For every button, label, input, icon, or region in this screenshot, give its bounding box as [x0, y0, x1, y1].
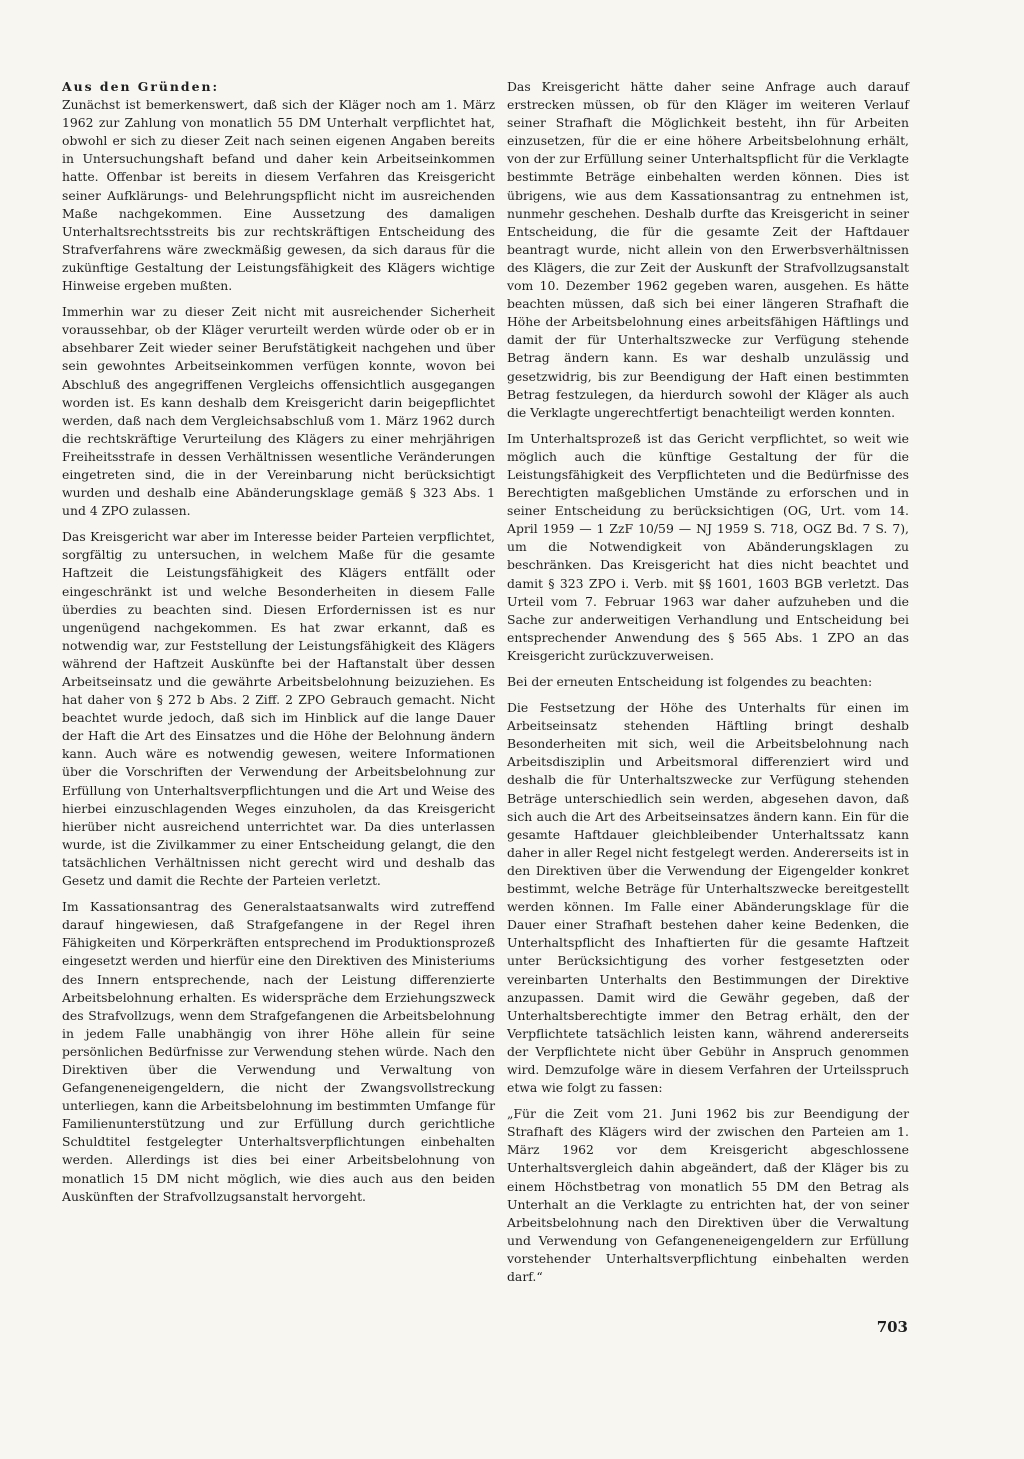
paragraph: Das Kreisgericht war aber im Interesse beider Parteien verpflichtet, sorgfältig zu untersuchen, in welchem Maße für die gesamte Haftzeit die Leistungsfähigkeit des Klägers entfällt oder eingeschränkt ist und welche Besonderheiten in diesem Falle überdies zu beachten sind. Diesen Erfordernissen ist es nur ungenügend nachgekommen. Es hat zwar erkannt, daß es notwendig war, zur Feststellung der Leistungsfähigkeit des Klägers während der Haftzeit Auskünfte bei der Haftanstalt über dessen Arbeitseinsatz und die gewährte Arbeitsbelohnung beizuziehen. Es hat daher von § 272 b Abs. 2 Ziff. 2 ZPO Gebrauch gemacht. Nicht beachtet wurde jedoch, daß sich im Hinblick auf die lange Dauer der Haft die Art des Einsatzes und die Höhe der Belohnung ändern kann. Auch wäre es notwendig gewesen, weitere Informationen über die Vorschriften der Verwendung der Arbeitsbelohnung zur Erfüllung von Unterhaltsverpflichtungen und die Art und Weise des hierbei einzuschlagenden Weges einzuholen, da das Kreisgericht hierüber nicht ausreichend unterrichtet war. Da dies unterlassen wurde, ist die Zivilkammer zu einer Entscheidung gelangt, die den tatsächlichen Verhältnissen nicht gerecht wird und deshalb das Gesetz und damit die Rechte der Parteien verletzt. — [62, 529, 495, 889]
quoted-verdict: „Für die Zeit vom 21. Juni 1962 bis zur Beendigung der Strafhaft des Klägers wird der zwischen den Parteien am 1. März 1962 vor dem Kreisgericht abgeschlossene Unterhaltsvergleich dahin abgeändert, daß der Kläger bis zu einem Höchstbetrag von monatlich 55 DM den Betrag als Unterhalt an die Verklagte zu entrichten hat, der von seiner Arbeitsbelohnung nach den Direktiven über die Verwaltung und Verwendung von Gefangeneneigengeldern zur Erfüllung vorstehender Unterhaltsverpflichtung einbehalten werden darf.“ — [507, 1106, 909, 1284]
paragraph: Die Festsetzung der Höhe des Unterhalts für einen im Arbeitseinsatz stehenden Häftling bringt deshalb Besonderheiten mit sich, weil die Arbeitsbelohnung nach Arbeitsdisziplin und Arbeitsmoral differenziert wird und deshalb die für Unterhaltszwecke zur Verfügung stehenden Beträge unterschiedlich sein werden, abgesehen davon, daß sich auch die Art des Arbeitseinsatzes ändern kann. Ein für die gesamte Haftdauer gleichbleibender Unterhaltssatz kann daher in aller Regel nicht festgelegt werden. Andererseits ist in den Direktiven über die Verwendung der Eigengelder konkret bestimmt, welche Beträge für Unterhaltszwecke bereitgestellt werden können. Im Falle einer Abänderungsklage für die Dauer einer Strafhaft bestehen daher keine Bedenken, die Unterhaltspflicht des Inhaftierten für die gesamte Haftzeit unter Berücksichtigung des vorher festgesetzten oder vereinbarten Unterhalts den Bestimmungen der Direktive anzupassen. Damit wird die Gewähr gegeben, daß der Unterhaltsberechtigte immer den Betrag erhält, den der Verpflichtete tatsächlich leisten kann, während andererseits der Verpflichtete nicht über Gebühr in Anspruch genommen wird. Demzufolge wäre in diesem Verfahren der Urteilsspruch etwa wie folgt zu fassen: — [507, 700, 909, 1096]
paragraph: Das Kreisgericht hätte daher seine Anfrage auch darauf erstrecken müssen, ob für den Kläger im weiteren Verlauf seiner Strafhaft die Möglichkeit besteht, ihn für Arbeiten einzusetzen, für die er eine höhere Arbeitsbelohnung erhält, von der zur Erfüllung seiner Unterhaltspflicht für die Verklagte bestimmte Beträge einbehalten werden können. Dies ist übrigens, wie aus dem Kassationsantrag zu entnehmen ist, nunmehr geschehen. Deshalb durfte das Kreisgericht in seiner Entscheidung, die für die gesamte Zeit der Haftdauer beantragt wurde, nicht allein von den Erwerbsverhältnissen des Klägers, die zur Zeit der Auskunft der Strafvollzugsanstalt vom 10. Dezember 1962 gegeben waren, ausgehen. Es hätte beachten müssen, daß sich bei einer längeren Strafhaft die Höhe der Arbeitsbelohnung eines arbeitsfähigen Häftlings und damit der für Unterhaltszwecke zur Verfügung stehende Betrag ändern kann. Es war deshalb unzulässig und gesetzwidrig, bis zur Beendigung der Haft einen bestimmten Betrag festzulegen, da hierdurch sowohl der Kläger als auch die Verklagte ungerechtfertigt benachteiligt werden konnten. — [507, 79, 909, 420]
paragraph: Immerhin war zu dieser Zeit nicht mit ausreichender Sicherheit voraussehbar, ob der Kläger verurteilt werden würde oder ob er in absehbarer Zeit wieder seiner Berufstätigkeit nachgehen und über sein gewohntes Arbeitseinkommen verfügen konnte, wovon bei Abschluß des angegriffenen Vergleichs offensichtlich ausgegangen worden ist. Es kann deshalb dem Kreisgericht darin beigepflichtet werden, daß nach dem Vergleichsabschluß vom 1. März 1962 durch die rechtskräftige Verurteilung des Klägers zu einer mehrjährigen Freiheitsstrafe in dessen Verhältnissen wesentliche Veränderungen eingetreten sind, die in der Vereinbarung nicht berücksichtigt wurden und deshalb eine Abänderungsklage gemäß § 323 Abs. 1 und 4 ZPO zulassen. — [62, 304, 495, 519]
paragraph: Im Kassationsantrag des Generalstaatsanwalts wird zutreffend darauf hingewiesen, daß Strafgefangene in der Regel ihren Fähigkeiten und Körperkräften entsprechend im Produktionsprozeß eingesetzt werden und hierfür eine den Direktiven des Ministeriums des Innern entsprechende, nach der Leistung differenzierte Arbeitsbelohnung erhalten. Es widerspräche dem Erziehungszweck des Strafvollzugs, wenn dem Strafgefangenen die Arbeitsbelohnung in jedem Falle unabhängig von ihrer Höhe allein für seine persönlichen Bedürfnisse zur Verwendung stehen würde. Nach den Direktiven über die Verwendung und Verwaltung von Gefangeneneigengeldern, die nicht der Zwangsvollstreckung unterliegen, kann die Arbeitsbelohnung im bestimmten Umfange für Familienunterstützung und zur Erfüllung durch gerichtliche Schuldtitel festgelegter Unterhaltsverpflichtungen einbehalten werden. Allerdings ist dies bei einer Arbeitsbelohnung von monatlich 15 DM nicht möglich, wie dies auch aus den beiden Auskünften der Strafvollzugsanstalt hervorgeht. — [62, 899, 495, 1204]
paragraph: Im Unterhaltsprozeß ist das Gericht verpflichtet, so weit wie möglich auch die künftige Gestaltung der für die Leistungsfähigkeit des Verpflichteten und die Bedürfnisse des Berechtigten maßgeblichen Umstände zu erforschen und in seiner Entscheidung zu berücksichtigen (OG, Urt. vom 14. April 1959 — 1 ZzF 10/59 — NJ 1959 S. 718, OGZ Bd. 7 S. 7), um die Notwendigkeit von Abänderungsklagen zu beschränken. Das Kreisgericht hat dies nicht beachtet und damit § 323 ZPO i. Verb. mit §§ 1601, 1603 BGB verletzt. Das Urteil vom 7. Februar 1963 war daher aufzuheben und die Sache zur anderweitigen Verhandlung und Entscheidung bei entsprechender Anwendung des § 565 Abs. 1 ZPO an das Kreisgericht zurückzuverweisen. — [507, 430, 909, 663]
page-number: 703 — [876, 1318, 908, 1336]
left-column — [62, 78, 495, 1214]
heading-text: Aus den Gründen: — [62, 79, 220, 94]
section-heading — [62, 78, 495, 295]
paragraph: Bei der erneuten Entscheidung ist folgendes zu beachten: — [507, 674, 873, 689]
paragraph: Zunächst ist bemerkenswert, daß sich der Kläger noch am 1. März 1962 zur Zahlung von monatlich 55 DM Unterhalt verpflichtet hat, obwohl er sich zu dieser Zeit nach seinen eigenen Angaben bereits in Untersuchungshaft befand und daher kein Arbeitseinkommen hatte. Offenbar ist bereits in diesem Verfahren das Kreisgericht seiner Aufklärungs- und Belehrungspflicht nicht im ausreichenden Maße nachgekommen. Eine Aussetzung des damaligen Unterhaltsrechtsstreits bis zur rechtskräftigen Entscheidung des Strafverfahrens wäre zweckmäßig gewesen, da sich daraus für die zukünftige Gestaltung der Leistungsfähigkeit des Klägers wichtige Hinweise ergeben mußten. — [62, 97, 495, 294]
right-column — [507, 78, 909, 1294]
